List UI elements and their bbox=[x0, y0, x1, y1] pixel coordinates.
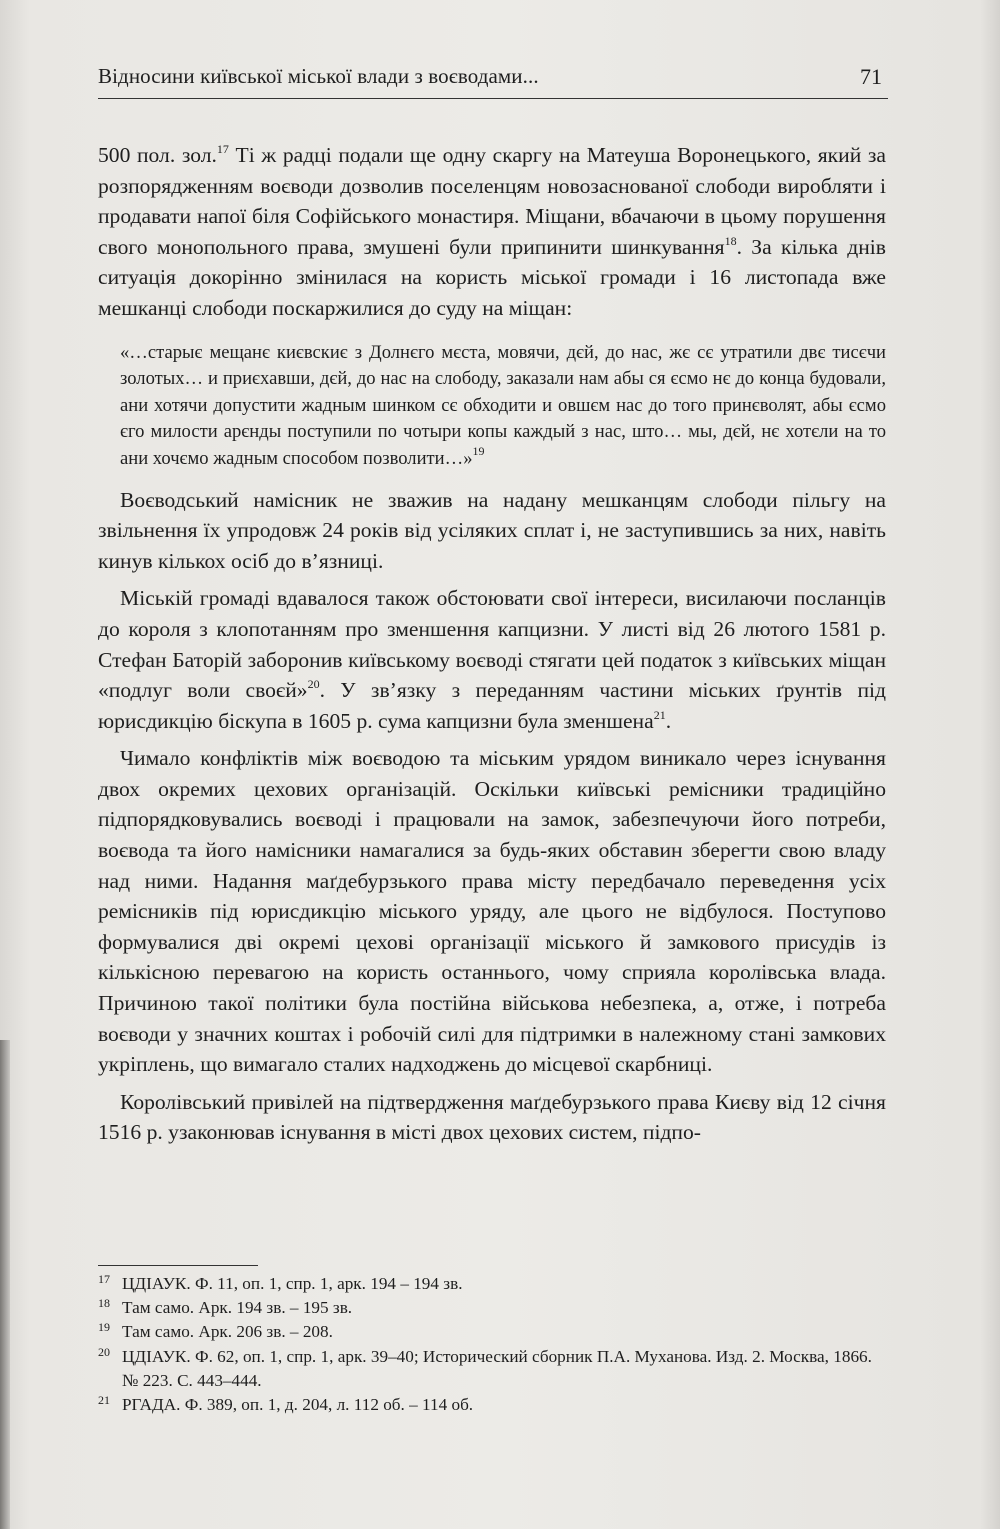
footnote-text: Там само. Арк. 206 зв. – 208. bbox=[122, 1322, 333, 1342]
footnote-ref-18: 18 bbox=[724, 233, 737, 248]
text-run: Ті ж радці подали ще одну скаргу на Матеуша Воронецького, який за розпорядженням воєводи дозволив поселенцям новозаснованої слободи виробляти і продавати напої біля Софійського монастиря. Міщани, вбачаючи в цьому порушення свого монопольного права, змушені були припинити шинкування bbox=[98, 143, 886, 259]
footnote-17: 17 ЦДІАУК. Ф. 11, оп. 1, спр. 1, арк. 194 – 194 зв. bbox=[98, 1272, 463, 1293]
footnote-ref-21: 21 bbox=[653, 707, 666, 722]
footnote-rule bbox=[98, 1265, 258, 1266]
page-header bbox=[98, 62, 888, 99]
footnote-18: 18 Там само. Арк. 194 зв. – 195 зв. bbox=[98, 1296, 353, 1318]
quote-text: «…старыє мещанє києвскиє з Долнєго мєста, мовячи, дєй, до нас, жє сє утратили двє тисєчи золотых… и приєхавши, дєй, до нас на слободу, заказали нам абы ся єсмо нє до конца будовали, ани хотячи допустити жадным шинком сє обходити и овшєм нас до того принєволят, абы єсмо єго милости арєнды поступили по чотыри копы каждый з нас, што… мы, дєй, нє хотєли на то ани хочємо жадным способом позволити…» bbox=[120, 341, 886, 469]
text-run: 500 пол. зол. bbox=[98, 143, 217, 167]
footnote-text: ЦДІАУК. Ф. 62, оп. 1, спр. 1, арк. 39–40; Исторический сборник П.А. Муханова. Изд. 2. Москва, 1866. № 223. С. 443–444. bbox=[122, 1346, 872, 1390]
page-number: 71 bbox=[860, 64, 882, 89]
paragraph-1 bbox=[98, 140, 886, 324]
paragraph-2: Воєводський намісник не зважив на надану мешканцям слободи пільгу на звільнення їх упродовж 24 років від усіляких сплат і, не заступившись за них, навіть кинув кількох осіб до в’язниці. bbox=[98, 487, 886, 573]
footnote-ref-20: 20 bbox=[307, 677, 320, 692]
paragraph-4: Чимало конфліктів між воєводою та міським урядом виникало через існування двох окремих цехових організацій. Оскільки київські ремісники традиційно підпорядковувались воєводі і працювали на замок, забезпечуючи його потреби, воєвода та його намісники намагалися за будь-яких обставин зберегти свою владу над ними. Надання маґдебурзького права місту передбачало переведення усіх ремісників під юрисдикцію міського уряду, але цього не відбулося. Поступово формувалися дві окремі цехові організації міського й замкового присудів із кількісною перевагою на користь останнього, чому сприяла королівська влада. Причиною такої політики була постійна військова небезпека, а, отже, і потреба воєводи у значних коштах і робочій силі для підтримки в належному стані замкових укріплень, що вимагало сталих надходжень до місцевої скарбниці. bbox=[98, 746, 886, 1077]
paragraph-5: Королівський привілей на підтвердження маґдебурзького права Києву від 12 січня 1516 р. узаконював існування в місті двох цехових систем, підпо- bbox=[98, 1089, 886, 1145]
text-run: . За кілька днів ситуація докорінно змінилася на користь міської громади і 16 листопада вже мешканці слободи поскаржилися до суду на міщан: bbox=[98, 234, 886, 320]
footnote-ref-19: 19 bbox=[472, 443, 485, 458]
footnote-text: Там само. Арк. 194 зв. – 195 зв. bbox=[122, 1298, 353, 1318]
footnote-text: ЦДІАУК. Ф. 11, оп. 1, спр. 1, арк. 194 – 194 зв. bbox=[122, 1274, 463, 1293]
footnote-ref-17: 17 bbox=[216, 142, 229, 156]
text-run: Міській громаді вдавалося також обстоювати свої інтереси, висилаючи посланців до короля з клопотанням про зменшення капцизни. У листі від 26 лютого 1581 р. Стефан Баторій заборонив київському воєводі стягати цей податок з київських міщан «подлуг воли своєй» bbox=[98, 586, 886, 703]
book-spine-shadow bbox=[0, 1040, 10, 1529]
footnote-21: 21 РГАДА. Ф. 389, оп. 1, д. 204, л. 112 об. – 114 об. bbox=[98, 1393, 474, 1415]
footnote-19: 19 Там само. Арк. 206 зв. – 208. bbox=[98, 1320, 333, 1342]
footnote-20: 20 ЦДІАУК. Ф. 62, оп. 1, спр. 1, арк. 39–40; Исторический сборник П.А. Муханова. Изд. 2. Москва, 1866. № 223. С. 443–444. bbox=[98, 1344, 872, 1390]
running-title: Відносини київської міської влади з воєводами... bbox=[98, 64, 539, 88]
main-text bbox=[98, 140, 886, 1148]
paragraph-3 bbox=[98, 583, 886, 736]
footnotes bbox=[98, 1265, 886, 1417]
text-run: . bbox=[665, 708, 672, 733]
archival-quote bbox=[120, 340, 886, 473]
footnote-text: РГАДА. Ф. 389, оп. 1, д. 204, л. 112 об. – 114 об. bbox=[122, 1395, 474, 1415]
text-run: . У зв’язку з переданням частини міських ґрунтів під юрисдикцію біскупа в 1605 р. сума капцизни була зменшена bbox=[98, 678, 887, 733]
